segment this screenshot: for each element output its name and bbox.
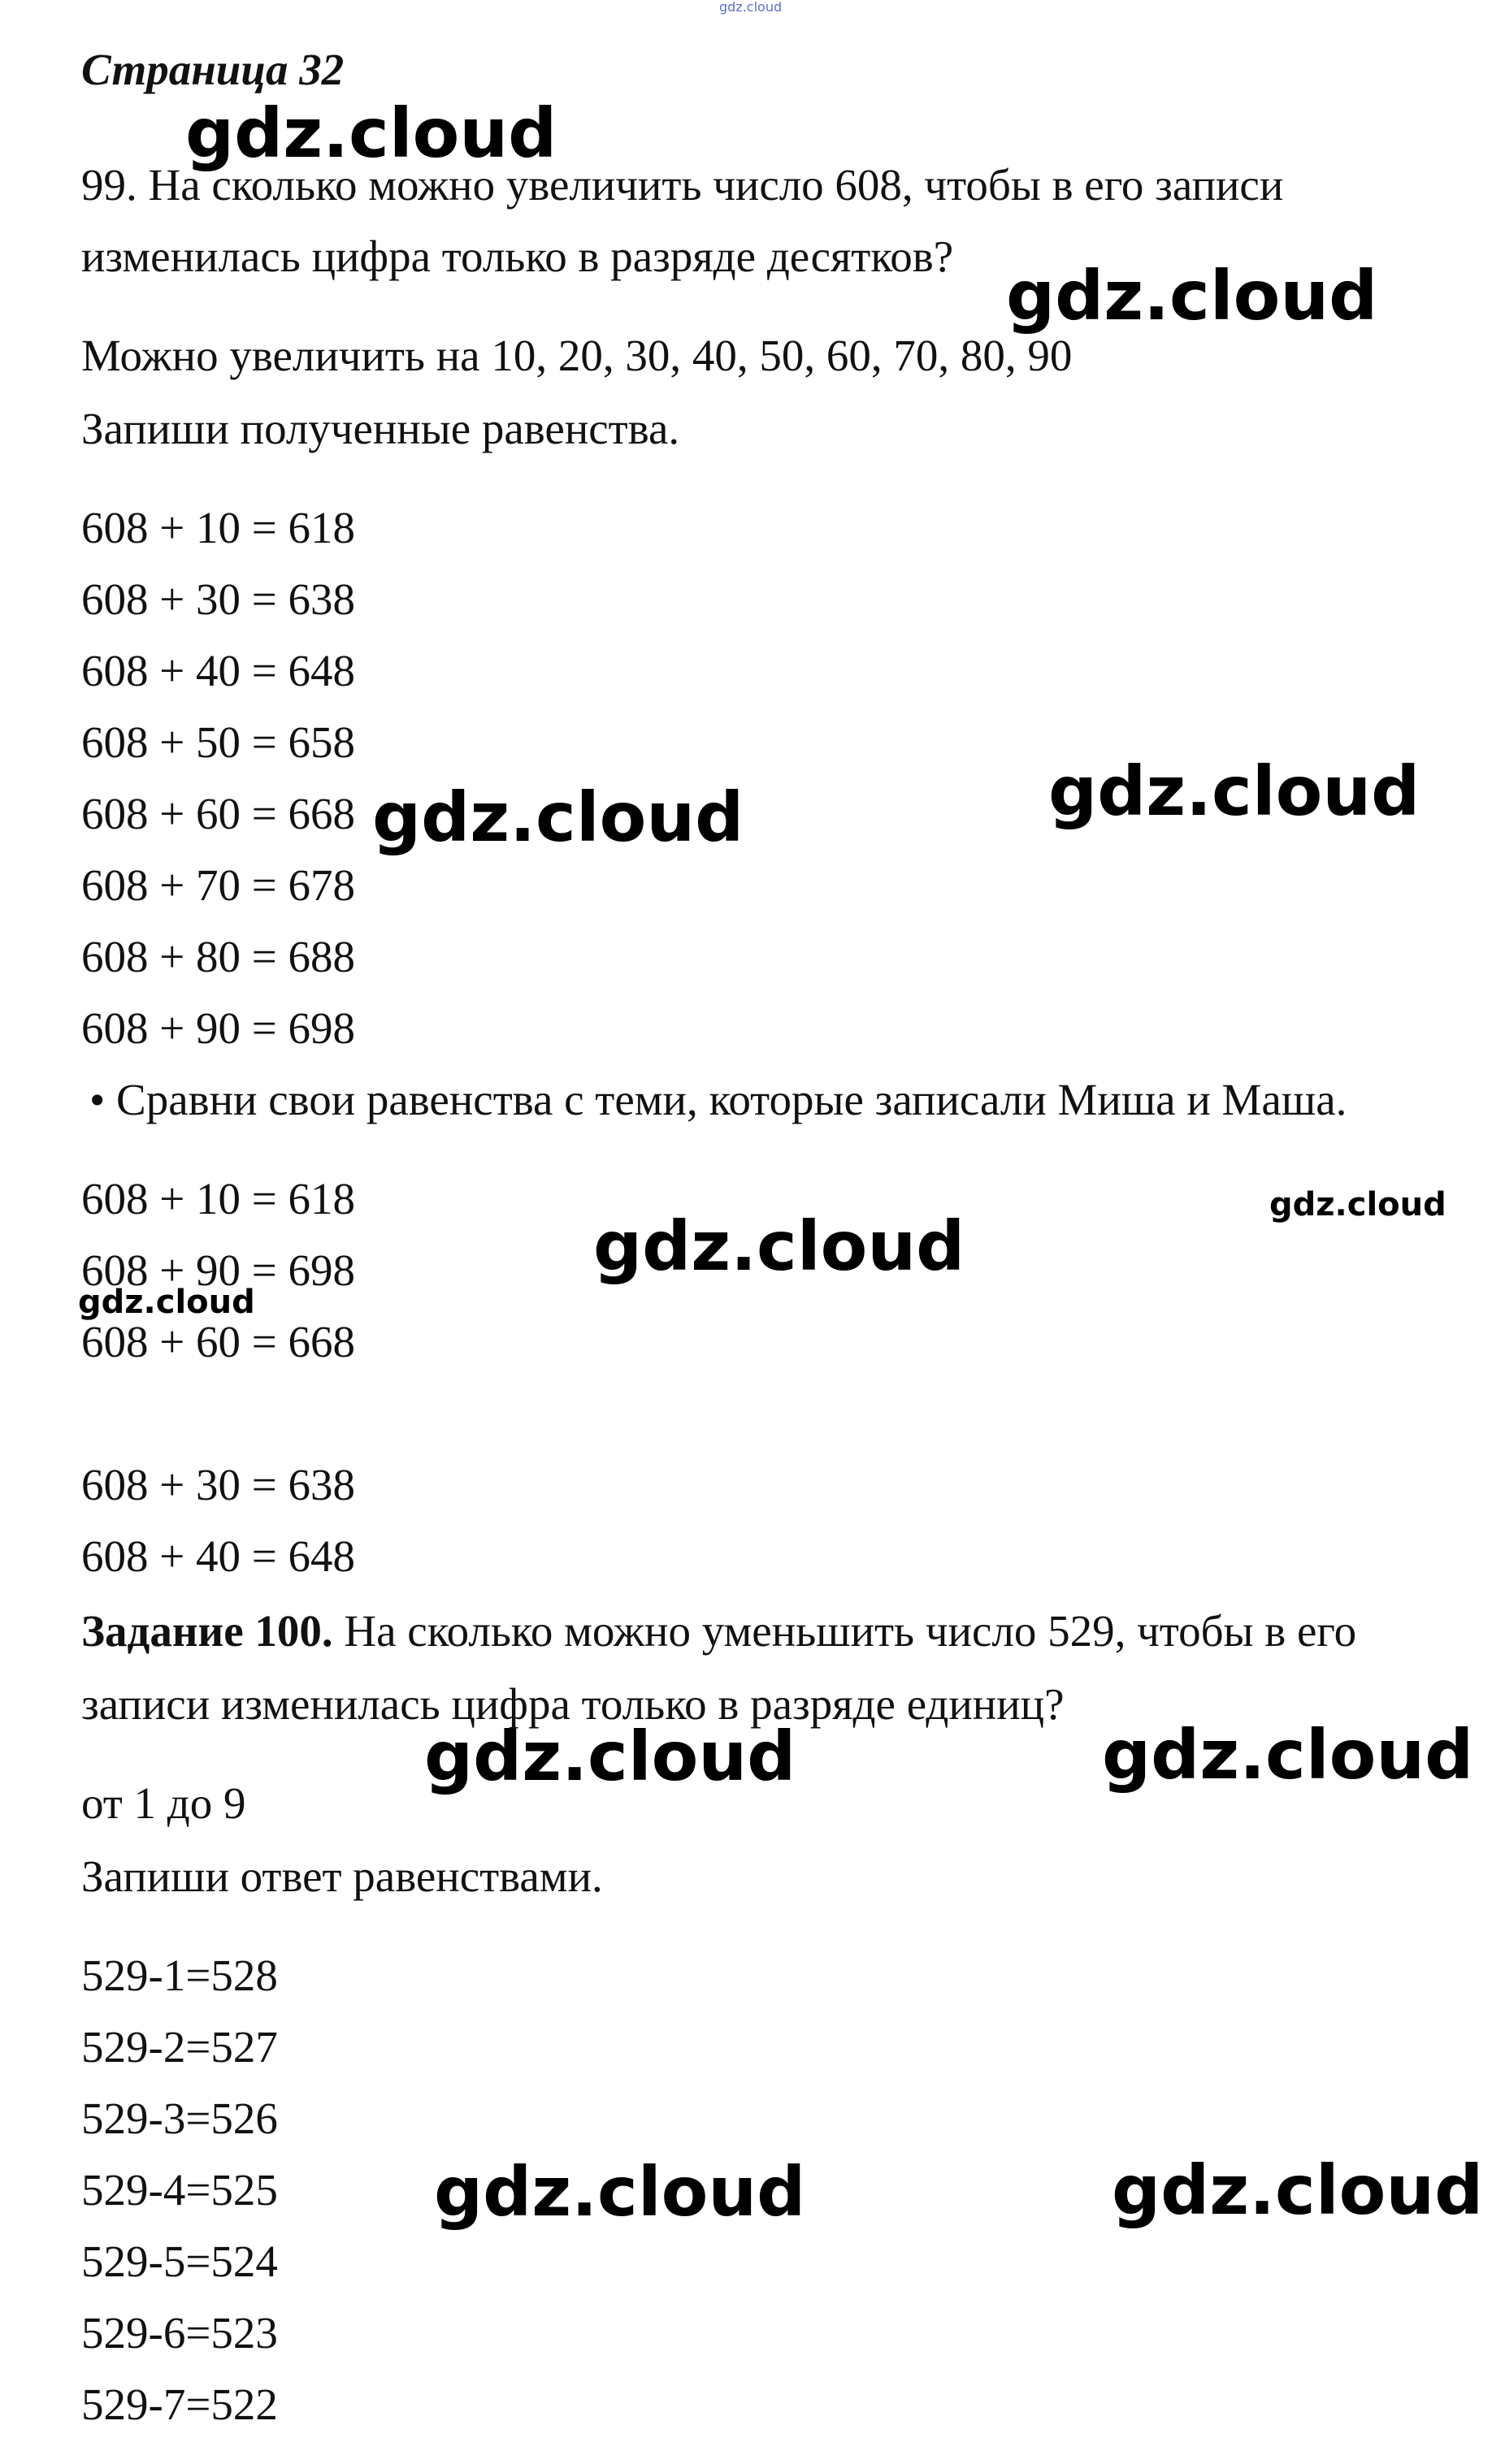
task99-equation: 608 + 10 = 618: [81, 503, 356, 552]
task100-question-text: На сколько можно уменьшить число 529, чтобы в его: [332, 1606, 1357, 1656]
task100-equation: 529-6=523: [81, 2308, 278, 2358]
task99-question-line1: 99. На сколько можно увеличить число 608, чтобы в его записи: [81, 160, 1284, 210]
task99-answer: Можно увеличить на 10, 20, 30, 40, 50, 60, 70, 80, 90: [81, 331, 1073, 380]
task100-equation: 529-3=526: [81, 2094, 278, 2143]
task99-compare-equation: 608 + 40 = 648: [81, 1531, 356, 1581]
watermark: gdz.cloud: [372, 777, 744, 857]
task100-answer: от 1 до 9: [81, 1778, 246, 1828]
task99-question-line2: изменилась цифра только в разряде десятков?: [81, 232, 954, 281]
watermark: gdz.cloud: [78, 1284, 255, 1321]
task99-equation: 608 + 90 = 698: [81, 1003, 356, 1053]
task99-equation: 608 + 40 = 648: [81, 646, 356, 695]
watermark: gdz.cloud: [424, 1717, 796, 1796]
task99-equation: 608 + 30 = 638: [81, 574, 356, 624]
watermark: gdz.cloud: [185, 93, 557, 173]
task100-question-line2: записи изменилась цифра только в разряде единиц?: [81, 1679, 1065, 1729]
task99-equation: 608 + 60 = 668: [81, 789, 356, 838]
task100-question-line1: [81, 1605, 1356, 1657]
task99-compare-equation: 608 + 30 = 638: [81, 1460, 356, 1509]
task99-compare-equation: 608 + 60 = 668: [81, 1317, 356, 1366]
watermark: gdz.cloud: [1102, 1715, 1474, 1795]
watermark: gdz.cloud: [593, 1206, 965, 1286]
task100-equation: 529-7=522: [81, 2380, 278, 2429]
task99-compare-equation: 608 + 90 = 698: [81, 1245, 356, 1295]
watermark: gdz.cloud: [1112, 2150, 1484, 2230]
task100-label: Задание 100.: [81, 1606, 333, 1656]
watermark: gdz.cloud: [1048, 751, 1420, 831]
page-title: Страница 32: [81, 45, 345, 94]
watermark: gdz.cloud: [434, 2152, 806, 2232]
task99-equation: 608 + 70 = 678: [81, 860, 356, 910]
task100-instruction: Запиши ответ равенствами.: [81, 1851, 603, 1901]
watermark-top-tiny: gdz.cloud: [719, 0, 783, 15]
task99-compare-equation: 608 + 10 = 618: [81, 1174, 356, 1223]
task99-compare-prompt: • Сравни свои равенства с теми, которые записали Миша и Маша.: [89, 1075, 1347, 1124]
task100-equation: 529-2=527: [81, 2022, 278, 2072]
task100-equation: 529-1=528: [81, 1951, 278, 2000]
task99-equation: 608 + 80 = 688: [81, 932, 356, 981]
task99-instruction: Запиши полученные равенства.: [81, 404, 680, 453]
task99-equation: 608 + 50 = 658: [81, 717, 356, 767]
task100-equation: 529-5=524: [81, 2237, 278, 2286]
task100-equation: 529-4=525: [81, 2165, 278, 2215]
watermark: gdz.cloud: [1269, 1186, 1446, 1223]
watermark: gdz.cloud: [1006, 256, 1378, 336]
